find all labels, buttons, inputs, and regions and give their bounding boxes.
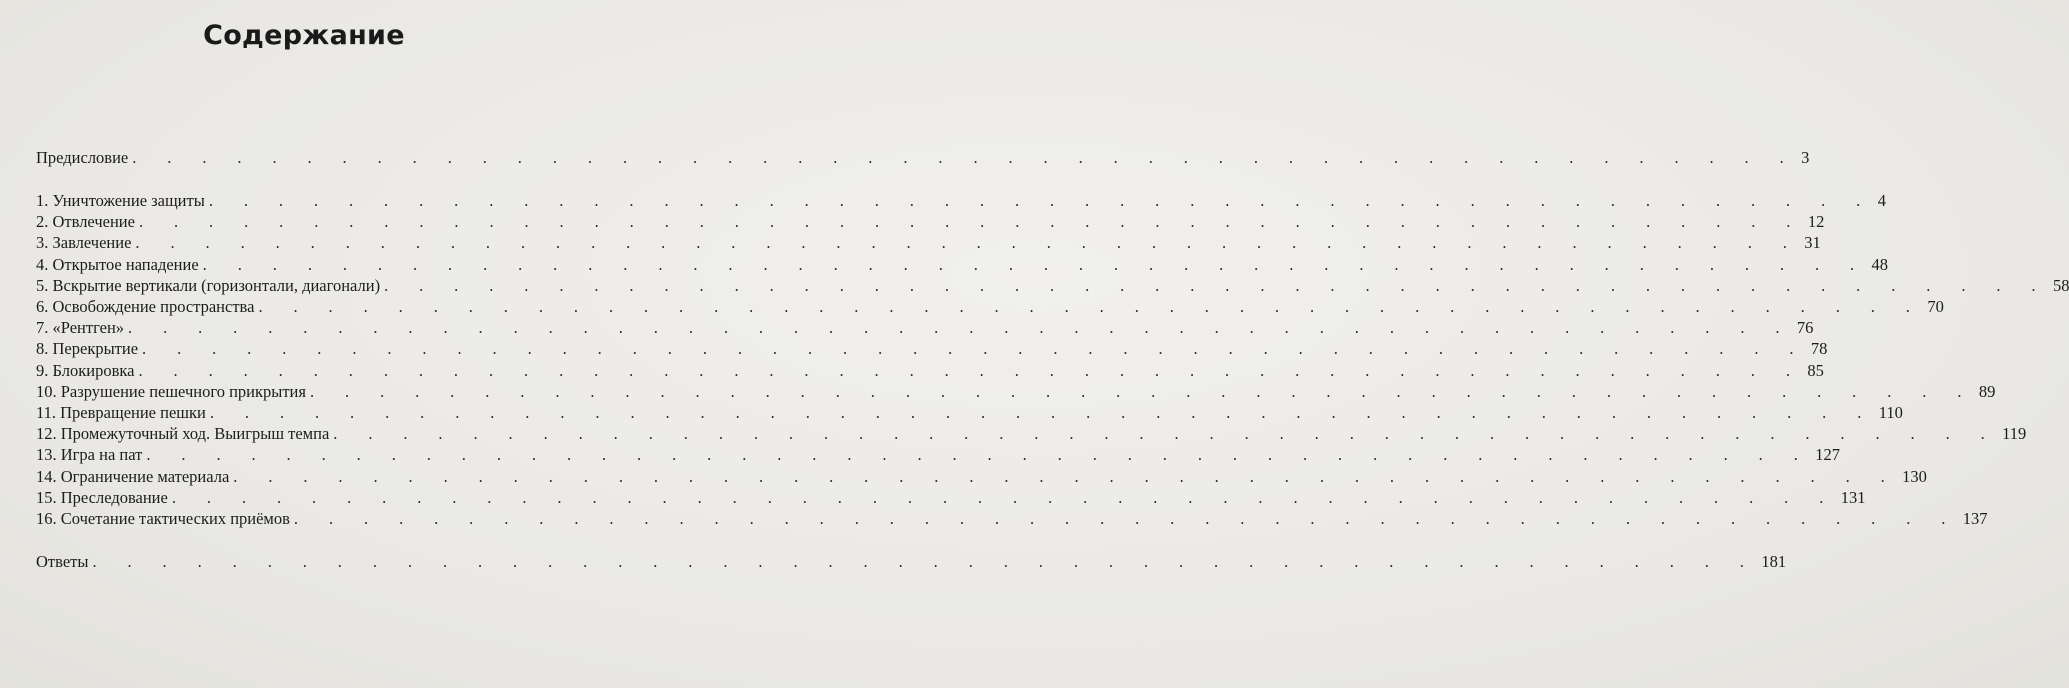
dot-leader: . . . . . . . . . . . . . . . . . . . . . . . . . . . . . . . . . . . . . . . . . . . . . . . . xyxy=(135,233,1801,253)
dot-leader: . . . . . . . . . . . . . . . . . . . . . . . . . . . . . . . . . . . . . . . . . . . . . . . . xyxy=(309,381,1975,401)
toc-entry-chapter xyxy=(36,487,1866,509)
dot-leader: . . . . . . . . . . . . . . . . . . . . . . . . . . . . . . . . . . . . . . . . . . . . . . . . xyxy=(293,509,1959,528)
toc-entry-label: 14. Ограничение материала xyxy=(36,466,230,486)
toc-entry-page: 131 xyxy=(1840,487,1866,507)
dot-leader: . . . . . . . . . . . . . . . . . . . . . . . . . . . . . . . . . . . . . . . . . . . . . . . . xyxy=(138,360,1804,380)
dot-leader: . . . . . . . . . . . . . . . . . . . . . . . . . . . . . . . . . . . . . . . . . . . . . . . . xyxy=(138,212,1804,232)
toc-entry-chapter xyxy=(36,254,1889,276)
toc-entry-label: 2. Отвлечение xyxy=(36,212,135,232)
toc-entry-chapter xyxy=(36,275,2069,297)
dot-leader: . . . . . . . . . . . . . . . . . . . . . . . . . . . . . . . . . . . . . . . . . . . . . . . . xyxy=(146,445,1812,465)
toc-entry-label: 11. Превращение пешки xyxy=(36,403,206,422)
toc-entry-chapter xyxy=(36,444,1840,466)
toc-entry-page: 31 xyxy=(1804,233,1821,253)
toc-entry-label: 6. Освобождение пространства xyxy=(36,297,255,316)
toc-entry-label: 16. Сочетание тактических приёмов xyxy=(36,509,290,528)
toc-entry-answers xyxy=(36,551,1787,573)
toc-entry-page: 78 xyxy=(1810,339,1828,359)
toc-entry-page: 130 xyxy=(1902,466,1927,486)
toc-entry-page: 85 xyxy=(1807,360,1824,380)
toc-entry-label: 7. «Рентген» xyxy=(36,318,125,338)
dot-leader: . . . . . . . . . . . . . . . . . . . . . . . . . . . . . . . . . . . . . . . . . . . . . . . . xyxy=(171,487,1837,507)
toc-entry-page: 181 xyxy=(1761,552,1787,571)
toc-entry-label: 13. Игра на пат xyxy=(36,445,143,465)
page-title: Содержание xyxy=(203,20,405,51)
dot-leader: . . . . . . . . . . . . . . . . . . . . . . . . . . . . . . . . . . . . . . . . . . . . . . . . xyxy=(132,148,1798,167)
dot-leader: . . . . . . . . . . . . . . . . . . . . . . . . . . . . . . . . . . . . . . . . . . . . . . . . xyxy=(208,191,1874,210)
toc-entry-chapter xyxy=(36,211,1825,233)
dot-leader: . . . . . . . . . . . . . . . . . . . . . . . . . . . . . . . . . . . . . . . . . . . . . . . . xyxy=(128,318,1793,338)
toc-entry-label: 12. Промежуточный ход. Выигрыш темпа xyxy=(36,424,330,444)
dot-leader: . . . . . . . . . . . . . . . . . . . . . . . . . . . . . . . . . . . . . . . . . . . . . . . . xyxy=(333,424,1999,444)
toc-entry-page: 58 xyxy=(2052,275,2069,295)
toc-entry-label: 9. Блокировка xyxy=(36,360,135,380)
toc-entry-label: 5. Вскрытие вертикали (горизонтали, диагонали) xyxy=(36,275,381,295)
toc-entry-page: 137 xyxy=(1962,509,1988,528)
toc-entry-page: 119 xyxy=(2002,424,2027,444)
toc-entry-label: 3. Завлечение xyxy=(36,233,132,253)
toc-entry-preface xyxy=(36,147,1810,169)
toc-entry-label: 1. Уничтожение защиты xyxy=(36,191,205,210)
toc-entry-label: 10. Разрушение пешечного прикрытия xyxy=(36,381,306,401)
dot-leader: . . . . . . . . . . . . . . . . . . . . . . . . . . . . . . . . . . . . . . . . . . . . . . . . xyxy=(384,275,2049,295)
toc-entry-chapter xyxy=(36,360,1824,382)
toc-entry-page: 70 xyxy=(1927,297,1944,316)
dot-leader: . . . . . . . . . . . . . . . . . . . . . . . . . . . . . . . . . . . . . . . . . . . . . . . . xyxy=(233,466,1899,486)
dot-leader: . . . . . . . . . . . . . . . . . . . . . . . . . . . . . . . . . . . . . . . . . . . . . . . . xyxy=(209,403,1875,422)
toc-entry-chapter xyxy=(36,190,1886,212)
toc-entry-page: 12 xyxy=(1807,212,1825,232)
toc-entry-chapter xyxy=(36,381,1996,403)
toc-entry-page: 76 xyxy=(1796,318,1814,338)
dot-leader: . . . . . . . . . . . . . . . . . . . . . . . . . . . . . . . . . . . . . . . . . . . . . . . . xyxy=(142,339,1807,359)
toc-entry-chapter xyxy=(36,466,1927,488)
toc-entry-label: Предисловие xyxy=(36,148,129,167)
toc-entry-label: Ответы xyxy=(36,552,89,571)
toc-entry-page: 48 xyxy=(1871,254,1889,274)
toc-entry-chapter xyxy=(36,296,1944,318)
dot-leader: . . . . . . . . . . . . . . . . . . . . . . . . . . . . . . . . . . . . . . . . . . . . . . . . xyxy=(202,254,1868,274)
toc-entry-page: 3 xyxy=(1801,148,1810,167)
dot-leader: . . . . . . . . . . . . . . . . . . . . . . . . . . . . . . . . . . . . . . . . . . . . . . . . xyxy=(258,297,1924,316)
toc-entry-label: 15. Преследование xyxy=(36,487,168,507)
toc-entry-chapter xyxy=(36,402,1903,424)
toc-entry-chapter xyxy=(36,338,1828,360)
toc-entry-chapter xyxy=(36,423,2027,445)
toc-entry-page: 110 xyxy=(1878,403,1903,422)
toc-entry-page: 4 xyxy=(1877,191,1886,210)
toc-entry-label: 8. Перекрытие xyxy=(36,339,139,359)
dot-leader: . . . . . . . . . . . . . . . . . . . . . . . . . . . . . . . . . . . . . . . . . . . . . . . . xyxy=(92,552,1758,571)
toc-entry-label: 4. Открытое нападение xyxy=(36,254,199,274)
toc-entry-chapter xyxy=(36,317,1814,339)
toc-entry-page: 127 xyxy=(1815,445,1840,465)
toc-entry-page: 89 xyxy=(1978,381,1996,401)
toc-entry-chapter xyxy=(36,508,1988,530)
toc-entry-chapter xyxy=(36,232,1821,254)
